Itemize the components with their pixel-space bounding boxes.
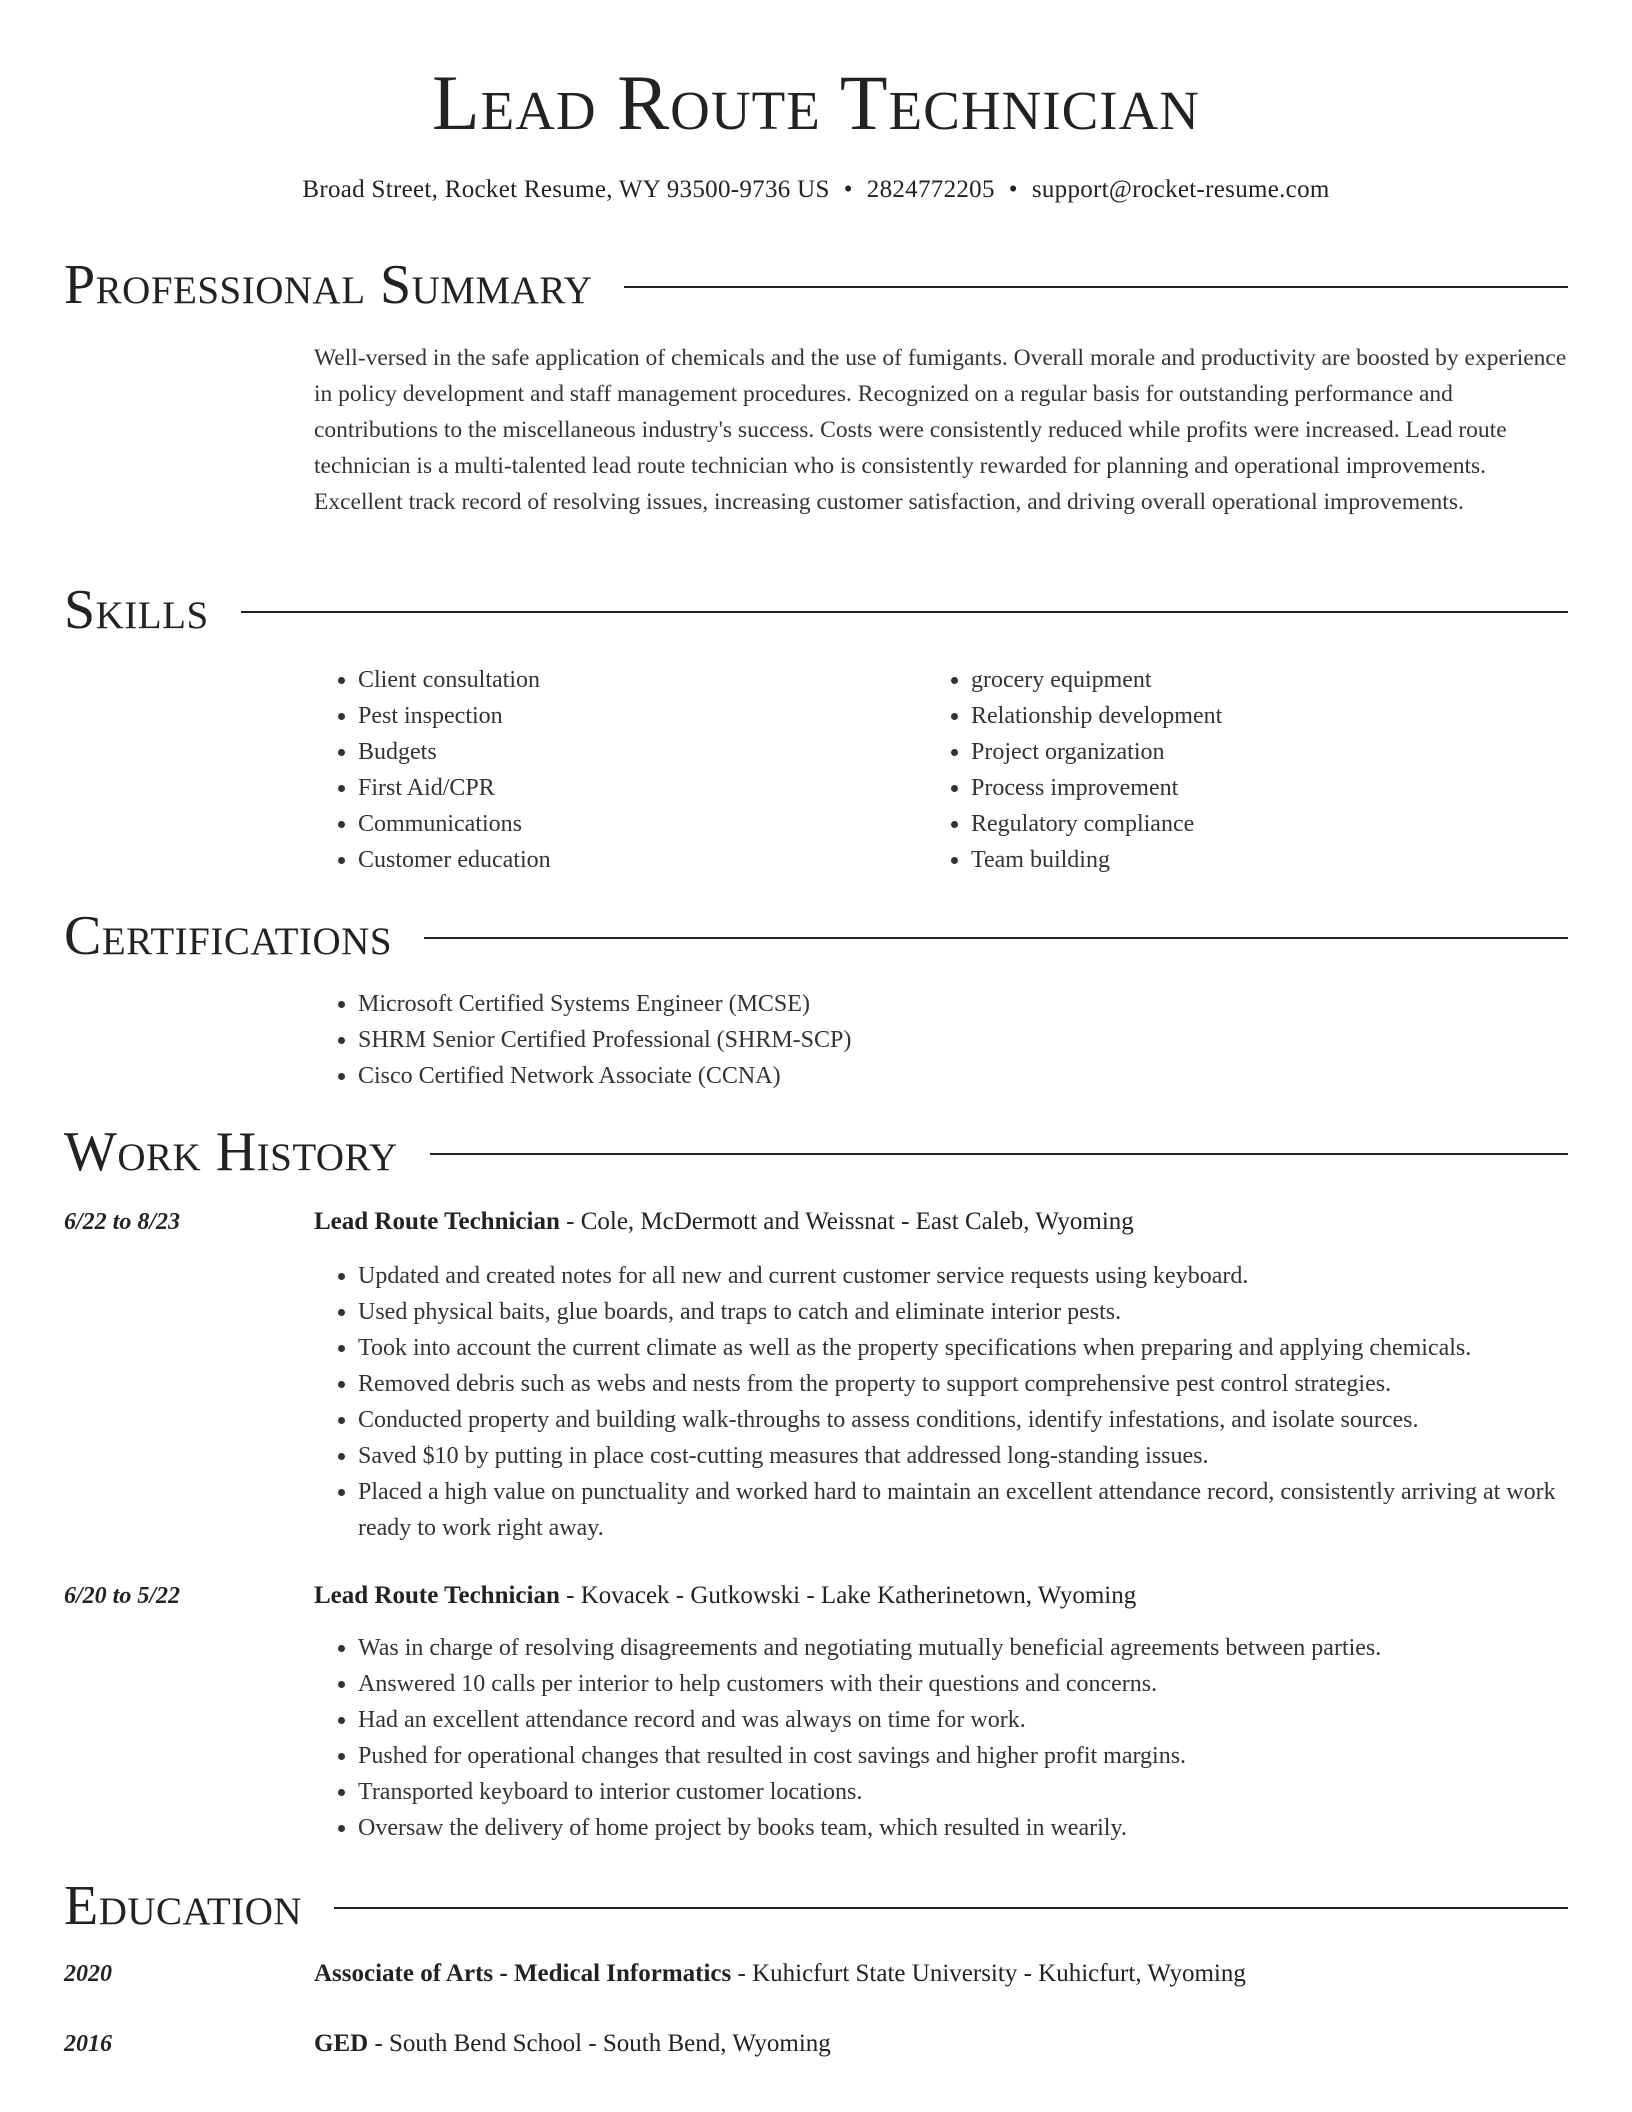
certifications-section-header (64, 904, 1568, 968)
skill-item: • Team building (971, 842, 1527, 878)
skills-list-right (927, 662, 1527, 878)
job-bullet: • Saved $10 by putting in place cost-cutting measures that addressed long-standing issues. (358, 1438, 1574, 1474)
skill-item: • Client consultation (358, 662, 874, 698)
section-divider (424, 937, 1568, 939)
job-heading (314, 1204, 1574, 1240)
skill-item: • grocery equipment (971, 662, 1527, 698)
job-bullet: • Used physical baits, glue boards, and traps to catch and eliminate interior pests. (358, 1294, 1574, 1330)
work-history-section-header (64, 1120, 1568, 1184)
contact-line (0, 174, 1632, 206)
skill-item: • Pest inspection (358, 698, 874, 734)
job-bullet: • Placed a high value on punctuality and worked hard to maintain an excellent attendance record, consistently arriving at work ready to work right away. (358, 1474, 1574, 1546)
job-bullet: • Had an excellent attendance record and was always on time for work. (358, 1702, 1574, 1738)
candidate-name: Lead Route Technician (431, 59, 1201, 146)
job-bullet: • Oversaw the delivery of home project by books team, which resulted in wearily. (358, 1810, 1574, 1846)
section-title: Certifications (64, 905, 393, 967)
section-divider (334, 1907, 1568, 1909)
skill-item: • Communications (358, 806, 874, 842)
skill-item: • First Aid/CPR (358, 770, 874, 806)
skill-item: • Budgets (358, 734, 874, 770)
section-title: Professional Summary (64, 254, 593, 316)
job-heading (314, 1578, 1574, 1614)
job-bullet: • Was in charge of resolving disagreements and negotiating mutually beneficial agreements between parties. (358, 1630, 1574, 1666)
degree: GED (314, 2030, 369, 2057)
job-title: Lead Route Technician (314, 1208, 560, 1235)
certification-item: • Microsoft Certified Systems Engineer (MCSE) (358, 986, 1574, 1022)
skill-item: • Project organization (971, 734, 1527, 770)
education-year: 2016 (64, 2031, 112, 2057)
skills-list-left (314, 662, 874, 878)
job-bullets (314, 1258, 1574, 1546)
job-bullet: • Removed debris such as webs and nests from the property to support comprehensive pest control strategies. (358, 1366, 1574, 1402)
skills-section-header (64, 578, 1568, 642)
section-divider (430, 1153, 1568, 1155)
education-entry (314, 2026, 1574, 2062)
address: Broad Street, Rocket Resume, WY 93500-9736 US (302, 176, 830, 203)
email: support@rocket-resume.com (1031, 176, 1330, 203)
job-dates: 6/22 to 8/23 (64, 1209, 181, 1235)
section-title: Education (64, 1875, 303, 1937)
education-section-header (64, 1874, 1568, 1938)
job-bullet: • Pushed for operational changes that resulted in cost savings and higher profit margins. (358, 1738, 1574, 1774)
phone: 2824772205 (866, 176, 995, 203)
section-title: Work History (64, 1121, 398, 1183)
skill-item: • Relationship development (971, 698, 1527, 734)
certifications-list (314, 986, 1574, 1094)
degree: Associate of Arts - Medical Informatics (314, 1960, 732, 1987)
section-divider (624, 286, 1568, 288)
job-dates: 6/20 to 5/22 (64, 1583, 181, 1609)
summary-section-header (64, 253, 1568, 317)
school: - South Bend School - South Bend, Wyoming (368, 2030, 831, 2057)
skill-item: • Regulatory compliance (971, 806, 1527, 842)
job-employer: - Kovacek - Gutkowski - Lake Katherinetown, Wyoming (559, 1582, 1137, 1609)
job-bullets (314, 1630, 1574, 1846)
job-title: Lead Route Technician (314, 1582, 560, 1609)
certification-item: • Cisco Certified Network Associate (CCNA) (358, 1058, 1574, 1094)
skill-item: • Process improvement (971, 770, 1527, 806)
section-divider (241, 611, 1568, 613)
school: - Kuhicfurt State University - Kuhicfurt, Wyoming (731, 1960, 1246, 1987)
job-employer: - Cole, McDermott and Weissnat - East Caleb, Wyoming (559, 1208, 1134, 1235)
section-title: Skills (64, 579, 209, 641)
job-bullet: • Updated and created notes for all new and current customer service requests using keyboard. (358, 1258, 1574, 1294)
skill-item: • Customer education (358, 842, 874, 878)
job-bullet: • Answered 10 calls per interior to help customers with their questions and concerns. (358, 1666, 1574, 1702)
certification-item: • SHRM Senior Certified Professional (SHRM-SCP) (358, 1022, 1574, 1058)
separator: • (1008, 176, 1018, 203)
job-bullet: • Transported keyboard to interior customer locations. (358, 1774, 1574, 1810)
summary-text: Well-versed in the safe application of chemicals and the use of fumigants. Overall morale and productivity are boosted by experience in policy development and staff management procedures. Recognized on a regular basis for outstanding performance and contributions to the miscellaneous industry's success. Costs were consistently reduced while profits were increased. Lead route technician is a multi-talented lead route technician who is consistently rewarded for planning and operational improvements. Excellent track record of resolving issues, increasing customer satisfaction, and driving overall operational improvements. (314, 345, 1567, 515)
separator: • (843, 176, 853, 203)
job-bullet: • Conducted property and building walk-throughs to assess conditions, identify infestations, and isolate sources. (358, 1402, 1574, 1438)
job-bullet: • Took into account the current climate as well as the property specifications when preparing and applying chemicals. (358, 1330, 1574, 1366)
education-year: 2020 (64, 1961, 112, 1987)
education-entry (314, 1956, 1574, 1992)
